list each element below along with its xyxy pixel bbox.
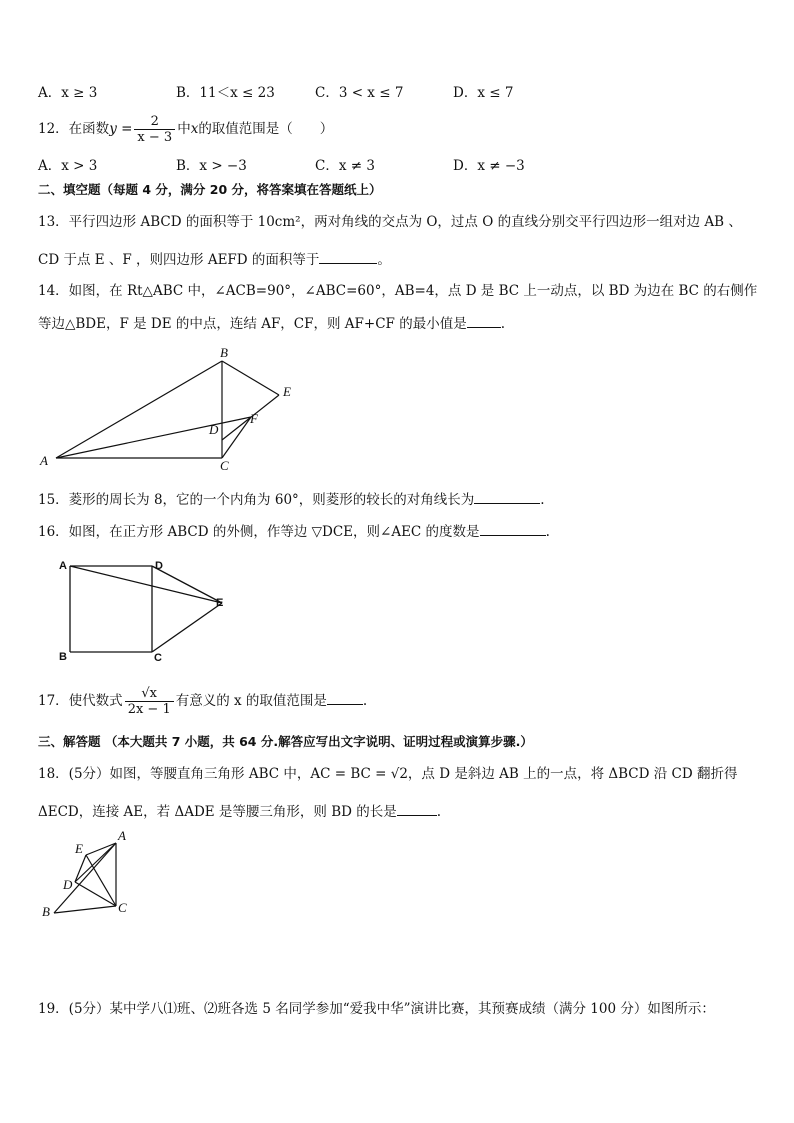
q17-suffix: 有意义的 x 的取值范围是 bbox=[175, 693, 327, 709]
q14-label-e: E bbox=[283, 384, 291, 399]
q18-label-c: C bbox=[118, 900, 127, 915]
q11-option-b: B．11＜x ≤ 23 bbox=[176, 85, 275, 101]
q12-prefix: 12．在函数 bbox=[38, 121, 110, 137]
q12-option-a: A．x > 3 bbox=[38, 158, 98, 174]
q12-option-c: C．x ≠ 3 bbox=[315, 158, 375, 174]
q18-line2-end: . bbox=[436, 804, 442, 820]
q14-label-a: A bbox=[40, 453, 48, 468]
q16-label-b: B bbox=[59, 651, 67, 663]
q12-var: x bbox=[190, 121, 199, 137]
q14-line2-end: . bbox=[500, 316, 506, 332]
q12-suffix-b: 的取值范围是（ ） bbox=[198, 121, 334, 137]
q15-end: . bbox=[540, 492, 545, 508]
q12-denominator: x − 3 bbox=[137, 130, 173, 145]
q16-label-e: E bbox=[216, 597, 224, 609]
q12-numerator: 2 bbox=[134, 114, 175, 130]
section-2-heading: 二、填空题（每题 4 分，满分 20 分，将答案填在答题纸上） bbox=[38, 182, 382, 197]
q11-option-d: D．x ≤ 7 bbox=[453, 85, 514, 101]
q18-label-a: A bbox=[118, 828, 126, 843]
q14-label-d: D bbox=[209, 422, 219, 437]
q14-label-b: B bbox=[220, 345, 228, 360]
q11-option-c: C．3 < x ≤ 7 bbox=[315, 85, 404, 101]
q12-suffix-a: 中 bbox=[177, 121, 191, 137]
q18-line2-text: ΔECD，连接 AE，若 ΔADE 是等腰三角形，则 BD 的长是 bbox=[38, 804, 397, 820]
q18-label-d: D bbox=[63, 877, 73, 892]
q17-end: . bbox=[362, 693, 368, 709]
q14-line2-text: 等边△BDE，F 是 DE 的中点，连结 AF，CF，则 AF+CF 的最小值是 bbox=[38, 316, 467, 332]
q14-label-f: F bbox=[250, 411, 258, 426]
q18-label-b: B bbox=[42, 904, 50, 919]
q19-text: 19．(5分）某中学八⑴班、⑵班各选 5 名同学参加“爱我中华”演讲比赛，其预赛成绩（满分 100 分）如图所示： bbox=[38, 1001, 715, 1017]
q16-label-c: C bbox=[154, 652, 162, 664]
q15-text-body: 15．菱形的周长为 8，它的一个内角为 60°，则菱形的较长的对角线长为 bbox=[38, 492, 475, 508]
q14-label-c: C bbox=[220, 458, 229, 473]
q18-line1: 18．(5分）如图，等腰直角三角形 ABC 中，AC = BC = √2，点 D 是斜边 AB 上的一点，将 ΔBCD 沿 CD 翻折得 bbox=[38, 766, 738, 782]
q16-end: . bbox=[545, 524, 550, 540]
q18-label-e: E bbox=[75, 841, 83, 856]
q13-line1: 13．平行四边形 ABCD 的面积等于 10cm²，两对角线的交点为 O，过点 O 的直线分别交平行四边形一组对边 AB 、 bbox=[38, 214, 742, 230]
q12-option-b: B．x > −3 bbox=[176, 158, 247, 174]
q16-text-body: 16．如图，在正方形 ABCD 的外侧，作等边 ▽DCE，则∠AEC 的度数是 bbox=[38, 524, 480, 540]
q12-option-d: D．x ≠ −3 bbox=[453, 158, 525, 174]
q14-line1: 14．如图，在 Rt△ABC 中，∠ACB=90°，∠ABC=60°，AB=4，点 D 是 BC 上一动点，以 BD 为边在 BC 的右侧作 bbox=[38, 283, 758, 299]
section-3-heading: 三、解答题 （本大题共 7 小题，共 64 分.解答应写出文字说明、证明过程或演算步骤.） bbox=[38, 734, 533, 749]
q12-func-lhs: y = bbox=[109, 121, 133, 137]
q16-label-d: D bbox=[155, 560, 163, 572]
q16-label-a: A bbox=[59, 560, 67, 572]
q11-option-a: A．x ≥ 3 bbox=[38, 85, 98, 101]
q17-denominator: 2x − 1 bbox=[127, 702, 171, 717]
q13-line2-text: CD 于点 E 、F ，则四边形 AEFD 的面积等于 bbox=[38, 252, 320, 268]
q13-line2-end: 。 bbox=[377, 252, 391, 268]
q17-prefix: 17．使代数式 bbox=[38, 693, 123, 709]
q17-numerator: √x bbox=[125, 686, 174, 702]
